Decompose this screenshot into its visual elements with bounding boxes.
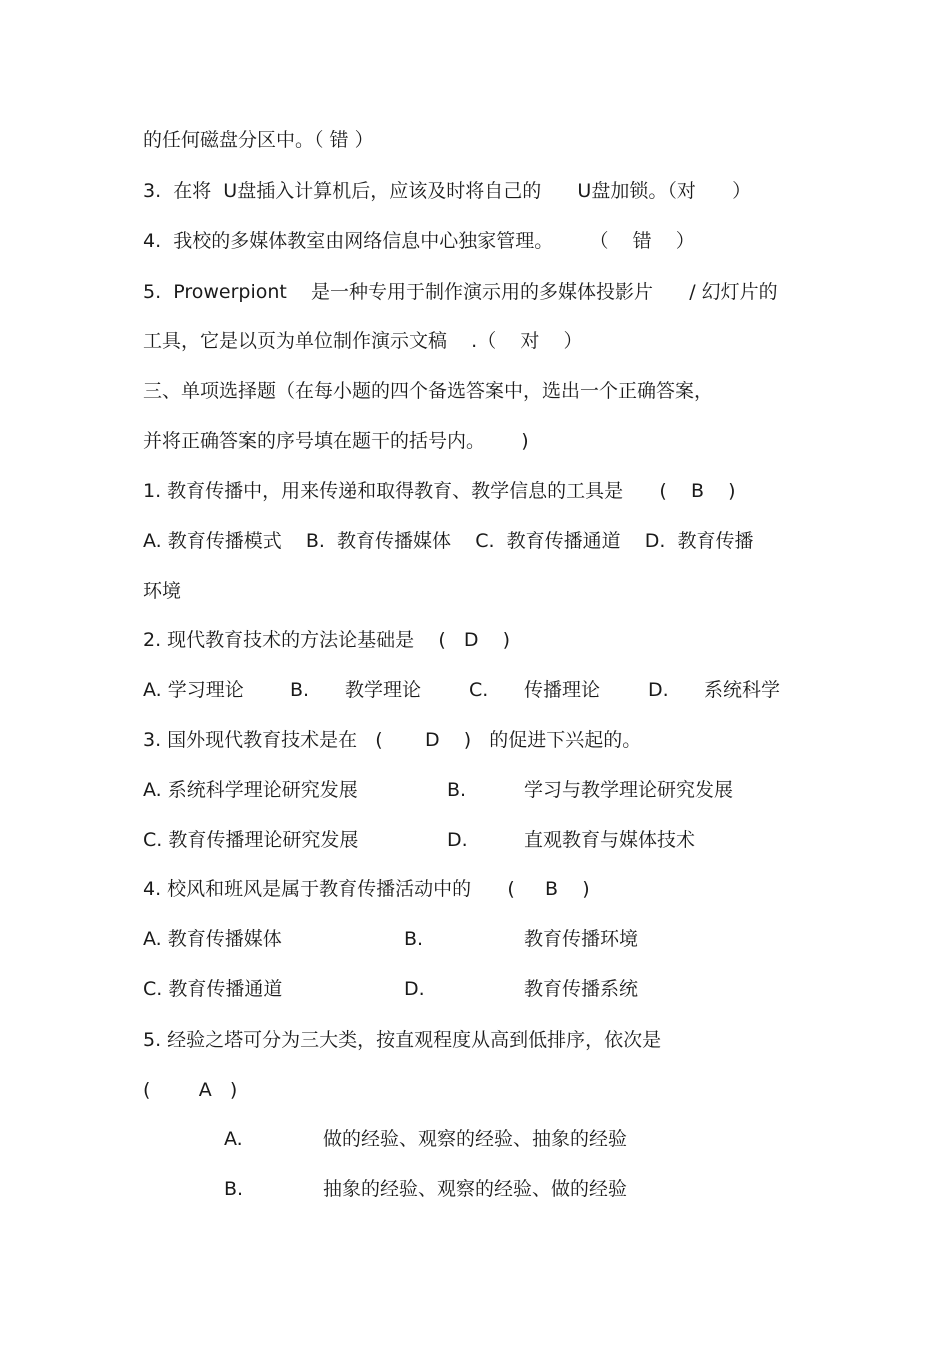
question-5-stem: 5. 经验之塔可分为三大类，按直观程度从高到低排序，依次是 [143,1029,662,1051]
question-3-stem: 3. 国外现代教育技术是在 ( D ) 的促进下兴起的。 [143,729,642,751]
question-2-option-a: A. 学习理论 [143,679,244,701]
question-4-option-c: C. 教育传播通道 [143,978,283,1000]
question-4-option-a: A. 教育传播媒体 [143,928,282,950]
tf-item-5-line-1: 5. Prowerpiont 是一种专用于制作演示用的多媒体投影片 / 幻灯片的 [143,281,778,303]
tf-item-2-tail: 的任何磁盘分区中。（ 错 ） [143,129,374,151]
question-5-answer: ( A ) [143,1079,238,1101]
question-4-option-d-text: 教育传播系统 [524,978,639,1000]
question-1-options: A. 教育传播模式 B. 教育传播媒体 C. 教育传播通道 D. 教育传播 [143,530,754,552]
section-3-heading: 三、单项选择题（在每小题的四个备选答案中，选出一个正确答案， [143,380,714,402]
question-4-option-d-letter: D. [404,978,425,1000]
question-1-stem: 1. 教育传播中，用来传递和取得教育、教学信息的工具是 ( B ) [143,480,736,502]
question-3-option-c: C. 教育传播理论研究发展 [143,829,359,851]
question-1-options-cont: 环境 [143,580,182,602]
question-4-option-b-letter: B. [404,928,424,950]
question-2-option-b-letter: B. [290,679,310,701]
question-2-option-d-letter: D. [648,679,669,701]
question-4-stem: 4. 校风和班风是属于教育传播活动中的 ( B ) [143,878,590,900]
question-5-option-a-text: 做的经验、观察的经验、抽象的经验 [323,1128,628,1150]
question-2-option-c-text: 传播理论 [524,679,601,701]
section-3-heading-cont: 并将正确答案的序号填在题干的括号内。 ) [143,430,529,452]
question-3-option-d-text: 直观教育与媒体技术 [524,829,696,851]
question-4-option-b-text: 教育传播环境 [524,928,639,950]
tf-item-4: 4. 我校的多媒体教室由网络信息中心独家管理。 （ 错 ） [143,230,695,252]
question-2-option-d-text: 系统科学 [704,679,781,701]
question-3-option-b-letter: B. [447,779,467,801]
question-3-option-a: A. 系统科学理论研究发展 [143,779,358,801]
question-5-option-b-letter: B. [224,1178,244,1200]
question-2-option-b-text: 教学理论 [345,679,422,701]
question-2-stem: 2. 现代教育技术的方法论基础是 ( D ) [143,629,511,651]
question-3-option-d-letter: D. [447,829,468,851]
question-5-option-b-text: 抽象的经验、观察的经验、做的经验 [323,1178,628,1200]
tf-item-3: 3. 在将 U盘插入计算机后，应该及时将自己的 U盘加锁。（对 ） [143,180,752,202]
question-2-option-c-letter: C. [469,679,489,701]
question-3-option-b-text: 学习与教学理论研究发展 [524,779,734,801]
question-5-option-a-letter: A. [224,1128,243,1150]
tf-item-5-line-2: 工具，它是以页为单位制作演示文稿 .（ 对 ） [143,330,583,352]
